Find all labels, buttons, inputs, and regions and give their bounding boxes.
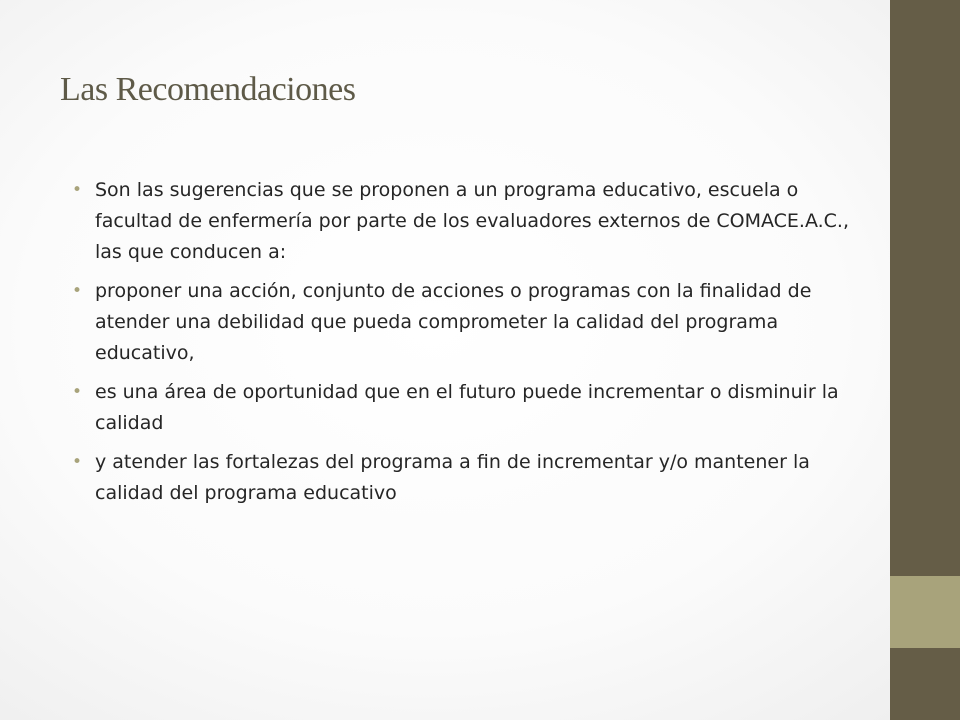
- slide-title: Las Recomendaciones: [60, 71, 356, 108]
- bullet-icon: •: [72, 382, 83, 402]
- bullet-item: [72, 175, 852, 268]
- bullet-text: y atender las fortalezas del programa a fin de incrementar y/o mantener la calidad del programa educativo: [95, 451, 810, 504]
- decorative-sidebar: [890, 0, 960, 720]
- bullet-text: proponer una acción, conjunto de acciones o programas con la finalidad de atender una debilidad que pueda comprometer la calidad del programa educativo,: [95, 280, 812, 364]
- bullet-item: [72, 276, 852, 369]
- bullet-icon: •: [72, 452, 83, 472]
- bullet-text: Son las sugerencias que se proponen a un programa educativo, escuela o facultad de enfermería por parte de los evaluadores externos de COMACE.A.C., las que conducen a:: [95, 179, 849, 263]
- bullet-icon: •: [72, 180, 83, 200]
- bullet-item: [72, 377, 852, 439]
- bullet-list: [72, 175, 852, 517]
- bullet-text: es una área de oportunidad que en el futuro puede incrementar o disminuir la calidad: [95, 381, 839, 434]
- sidebar-accent-band: [890, 576, 960, 648]
- bullet-icon: •: [72, 281, 83, 301]
- bullet-item: [72, 447, 852, 509]
